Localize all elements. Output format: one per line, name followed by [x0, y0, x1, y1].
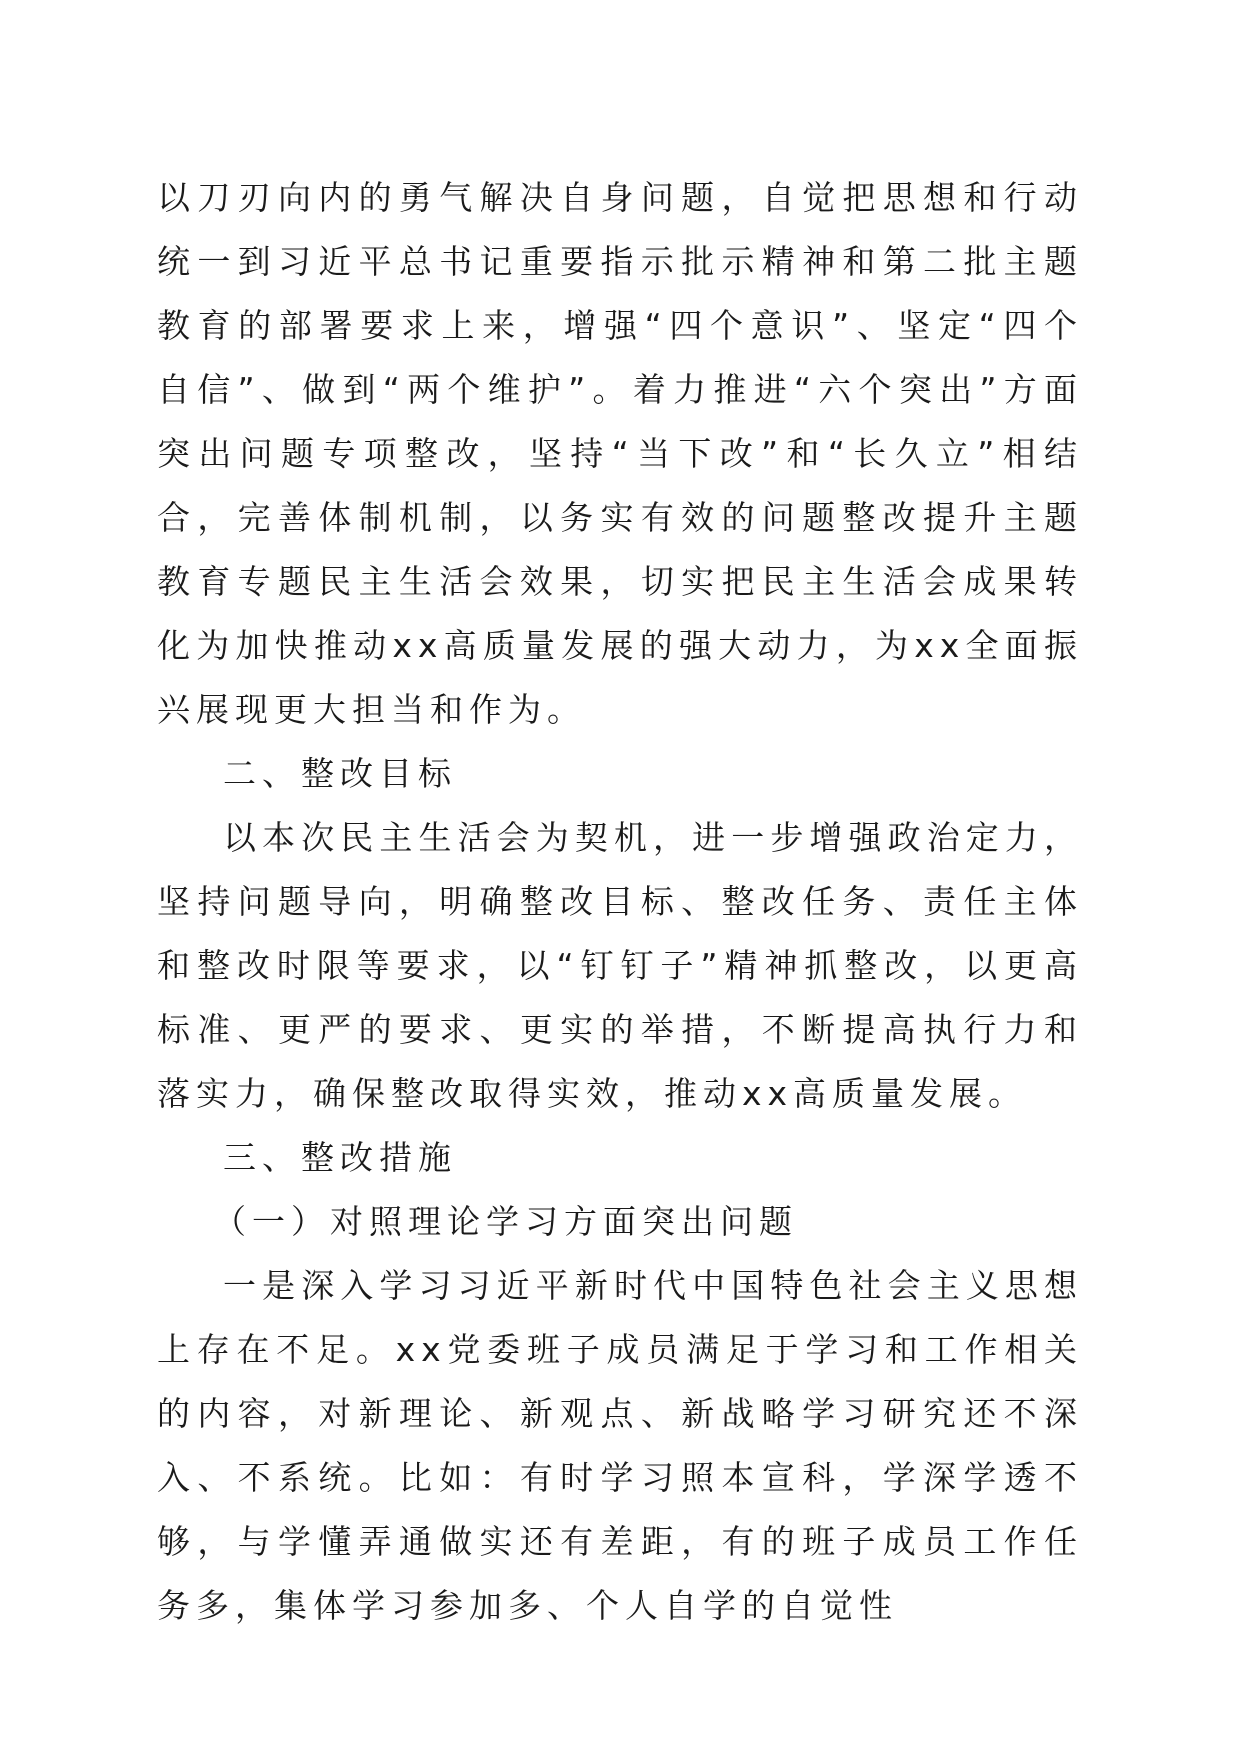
body-paragraph: 一是深入学习习近平新时代中国特色社会主义思想上存在不足。xx党委班子成员满足于学习和工作相关的内容，对新理论、新观点、新战略学习研究还不深入、不系统。比如：有时学习照本宣科，学深学透不够，与学懂弄通做实还有差距，有的班子成员工作任务多，集体学习参加多、个人自学的自觉性 — [157, 1266, 1083, 1625]
document-body — [157, 166, 1083, 1638]
body-paragraph: 以刀刃向内的勇气解决自身问题，自觉把思想和行动统一到习近平总书记重要指示批示精神和第二批主题教育的部署要求上来，增强“四个意识”、坚定“四个自信”、做到“两个维护”。着力推进“六个突出”方面突出问题专项整改，坚持“当下改”和“长久立”相结合，完善体制机制，以务实有效的问题整改提升主题教育专题民主生活会效果，切实把民主生活会成果转化为加快推动xx高质量发展的强大动力，为xx全面振兴展现更大担当和作为。 — [157, 178, 1083, 729]
subsection-heading-theory-study: （一）对照理论学习方面突出问题 — [213, 1202, 798, 1241]
section-heading-measures: 三、整改措施 — [223, 1138, 457, 1177]
section-heading-goals: 二、整改目标 — [223, 754, 457, 793]
body-paragraph: 以本次民主生活会为契机，进一步增强政治定力，坚持问题导向，明确整改目标、整改任务、责任主体和整改时限等要求，以“钉钉子”精神抓整改，以更高标准、更严的要求、更实的举措，不断提高执行力和落实力，确保整改取得实效，推动xx高质量发展。 — [157, 818, 1083, 1113]
